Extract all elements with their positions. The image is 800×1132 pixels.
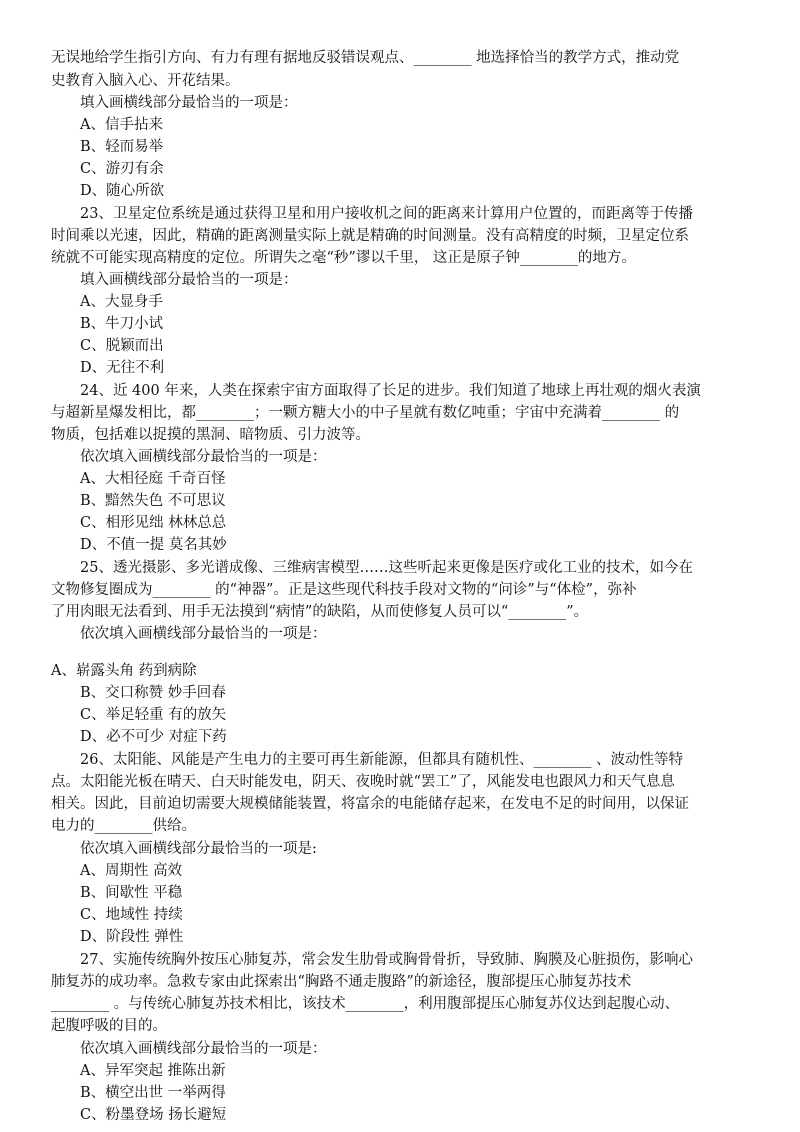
- q23-option-a: A、大显身手: [80, 294, 163, 310]
- q24-text-line-1: 24、近 400 年来，人类在探索宇宙方面取得了长足的进步。我们知道了地球上再壮观的烟火表演: [80, 383, 701, 399]
- q27-option-a: A、异军突起 推陈出新: [80, 1063, 226, 1079]
- q22-option-a: A、信手拈来: [80, 117, 163, 133]
- q27-option-b: B、横空出世 一举两得: [80, 1085, 226, 1101]
- q25-text-line-2: 文物修复圈成为________ 的“神器”。正是这些现代科技手段对文物的“问诊”与“体检”，弥补: [51, 582, 637, 598]
- q24-option-c: C、相形见绌 林林总总: [80, 515, 227, 531]
- q24-prompt: 依次填入画横线部分最恰当的一项是：: [80, 449, 327, 465]
- q27-text-line-4: 起腹呼吸的目的。: [51, 1018, 167, 1034]
- q26-prompt: 依次填入画横线部分最恰当的一项是:: [80, 841, 317, 857]
- q26-option-c: C、地域性 持续: [80, 907, 183, 923]
- q23-prompt: 填入画横线部分最恰当的一项是：: [80, 272, 298, 288]
- q23-option-c: C、脱颖而出: [80, 338, 164, 354]
- q27-text-line-2: 肺复苏的成功率。急救专家由此探索出“胸路不通走腹路”的新途径，腹部提压心肺复苏技术: [51, 974, 632, 990]
- q26-text-line-4: 电力的________供给。: [51, 818, 196, 834]
- q22-text-line-1: 无误地给学生指引方向、有力有理有据地反驳错误观点、________ 地选择恰当的教学方式，推动党: [51, 50, 680, 66]
- q23-option-b: B、牛刀小试: [80, 316, 164, 332]
- q24-option-a: A、大相径庭 千奇百怪: [80, 471, 226, 487]
- q24-text-line-2: 与超新星爆发相比，都________；一颗方糖大小的中子星就有数亿吨重；宇宙中充满着________ 的: [51, 405, 680, 421]
- q26-option-a: A、周期性 高效: [80, 863, 183, 879]
- q27-text-line-1: 27、实施传统胸外按压心肺复苏，常会发生肋骨或胸骨骨折，导致肺、胸膜及心脏损伤，影响心: [80, 952, 693, 968]
- q22-option-c: C、游刃有余: [80, 161, 164, 177]
- q27-option-c: C、粉墨登场 扬长避短: [80, 1107, 227, 1123]
- q26-option-b: B、间歇性 平稳: [80, 885, 183, 901]
- q23-text-line-2: 时间乘以光速，因此，精确的距离测量实际上就是精确的时间测量。没有高精度的时频，卫星定位系: [51, 228, 689, 244]
- q22-prompt: 填入画横线部分最恰当的一项是：: [80, 95, 298, 111]
- q24-text-line-3: 物质，包括难以捉摸的黑洞、暗物质、引力波等。: [51, 427, 370, 443]
- q25-option-b: B、交口称赞 妙手回春: [80, 685, 226, 701]
- q27-text-line-3: ________ 。与传统心肺复苏技术相比，该技术________，利用腹部提压心肺复苏仪达到起腹心动、: [51, 996, 680, 1012]
- q22-option-d: D、随心所欲: [80, 183, 165, 199]
- q22-text-line-2: 史教育入脑入心、开花结果。: [51, 73, 240, 89]
- q25-text-line-1: 25、透光摄影、多光谱成像、三维病害模型……这些听起来更像是医疗或化工业的技术，如今在: [80, 560, 693, 576]
- q26-option-d: D、阶段性 弹性: [80, 929, 184, 945]
- q25-option-d: D、必不可少 对症下药: [80, 729, 227, 745]
- q27-prompt: 依次填入画横线部分最恰当的一项是：: [80, 1041, 327, 1057]
- q26-text-line-3: 相关。因此，目前迫切需要大规模储能装置，将富余的电能储存起来，在发电不足的时间用，以保证: [51, 796, 689, 812]
- q25-option-c: C、举足轻重 有的放矢: [80, 707, 227, 723]
- q24-option-d: D、不值一提 莫名其妙: [80, 537, 227, 553]
- q24-option-b: B、黯然失色 不可思议: [80, 493, 226, 509]
- q25-option-a: A、崭露头角 药到病除: [51, 663, 197, 679]
- q23-text-line-3: 统就不可能实现高精度的定位。所谓失之毫“秒”谬以千里， 这正是原子钟________的地方。: [51, 250, 636, 266]
- q26-text-line-1: 26、太阳能、风能是产生电力的主要可再生新能源，但都具有随机性、________ 、波动性等特: [80, 752, 684, 768]
- q23-option-d: D、无往不利: [80, 360, 165, 376]
- q25-text-line-3: 了用肉眼无法看到、用手无法摸到“病情”的缺陷，从而使修复人员可以“________”。: [51, 604, 589, 620]
- q26-text-line-2: 点。太阳能光板在晴天、白天时能发电，阴天、夜晚时就“罢工”了，风能发电也跟风力和天气息息: [51, 774, 675, 790]
- q25-prompt: 依次填入画横线部分最恰当的一项是：: [80, 626, 327, 642]
- q22-option-b: B、轻而易举: [80, 139, 164, 155]
- q23-text-line-1: 23、卫星定位系统是通过获得卫星和用户接收机之间的距离来计算用户位置的，而距离等于传播: [80, 206, 693, 222]
